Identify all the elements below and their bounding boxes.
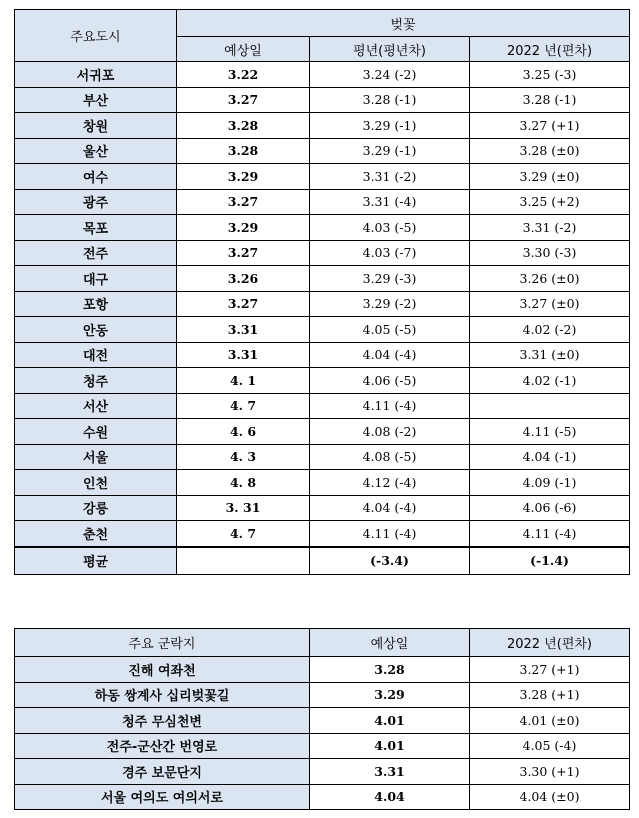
normal-cell: 4.08 (-2) <box>310 419 470 445</box>
pred-cell: 4. 6 <box>177 419 310 445</box>
y2022-cell: 4.09 (-1) <box>470 470 630 496</box>
city-cell: 서산 <box>15 393 177 419</box>
table-row <box>15 419 630 445</box>
city-cell: 청주 <box>15 368 177 394</box>
pred-cell: 4. 7 <box>177 521 310 547</box>
table-row <box>15 291 630 317</box>
y2022-cell: 3.28 (+1) <box>470 682 630 708</box>
table-row <box>15 215 630 241</box>
city-cell: 강릉 <box>15 495 177 521</box>
colony-pred-header: 예상일 <box>310 629 470 657</box>
city-cell: 창원 <box>15 113 177 139</box>
average-2022: (-1.4) <box>470 547 630 575</box>
y2022-cell: 4.11 (-5) <box>470 419 630 445</box>
normal-cell: 3.28 (-1) <box>310 87 470 113</box>
normal-cell: 3.24 (-2) <box>310 62 470 88</box>
pred-cell: 4.04 <box>310 784 470 810</box>
table-row <box>15 342 630 368</box>
city-rows <box>15 62 630 547</box>
table-row <box>15 784 630 810</box>
normal-cell: 4.05 (-5) <box>310 317 470 343</box>
city-cell: 인천 <box>15 470 177 496</box>
table-row <box>15 113 630 139</box>
table-row <box>15 189 630 215</box>
table-row <box>15 164 630 190</box>
table-row <box>15 368 630 394</box>
city-cell: 목포 <box>15 215 177 241</box>
normal-cell: 4.04 (-4) <box>310 495 470 521</box>
normal-cell: 3.29 (-1) <box>310 138 470 164</box>
normal-cell: 3.29 (-2) <box>310 291 470 317</box>
average-label: 평균 <box>15 547 177 575</box>
pred-cell: 3.27 <box>177 291 310 317</box>
normal-cell: 4.11 (-4) <box>310 393 470 419</box>
city-forecast-table <box>14 9 630 575</box>
y2022-cell: 4.02 (-2) <box>470 317 630 343</box>
table-row <box>15 393 630 419</box>
y2022-cell: 3.31 (±0) <box>470 342 630 368</box>
place-cell: 진해 여좌천 <box>15 657 310 683</box>
city-header: 주요도시 <box>15 10 177 62</box>
city-cell: 대전 <box>15 342 177 368</box>
city-cell: 부산 <box>15 87 177 113</box>
normal-cell: 4.08 (-5) <box>310 444 470 470</box>
pred-cell: 4. 7 <box>177 393 310 419</box>
table-row <box>15 759 630 785</box>
table-row <box>15 495 630 521</box>
city-cell: 전주 <box>15 240 177 266</box>
pred-cell: 3.29 <box>310 682 470 708</box>
city-cell: 광주 <box>15 189 177 215</box>
pred-cell: 4.01 <box>310 733 470 759</box>
pred-cell: 4.01 <box>310 708 470 734</box>
table-row <box>15 470 630 496</box>
y2022-cell: 3.28 (±0) <box>470 138 630 164</box>
y2022-cell <box>470 393 630 419</box>
table-row <box>15 733 630 759</box>
table-row <box>15 240 630 266</box>
normal-cell: 4.11 (-4) <box>310 521 470 547</box>
average-row <box>15 547 630 575</box>
y2022-cell: 4.11 (-4) <box>470 521 630 547</box>
pred-cell: 3.29 <box>177 215 310 241</box>
pred-cell: 3.22 <box>177 62 310 88</box>
pred-header: 예상일 <box>177 37 310 62</box>
table-row <box>15 657 630 683</box>
colony-2022-header: 2022 년(편차) <box>470 629 630 657</box>
pred-cell: 3.27 <box>177 189 310 215</box>
normal-cell: 3.29 (-1) <box>310 113 470 139</box>
table-row <box>15 682 630 708</box>
pred-cell: 4. 1 <box>177 368 310 394</box>
normal-cell: 4.06 (-5) <box>310 368 470 394</box>
pred-cell: 3.28 <box>310 657 470 683</box>
normal-cell: 4.12 (-4) <box>310 470 470 496</box>
colony-rows <box>15 657 630 810</box>
pred-cell: 4. 8 <box>177 470 310 496</box>
city-cell: 춘천 <box>15 521 177 547</box>
pred-cell: 3.31 <box>177 317 310 343</box>
y2022-cell: 3.30 (-3) <box>470 240 630 266</box>
normal-cell: 4.04 (-4) <box>310 342 470 368</box>
place-header: 주요 군락지 <box>15 629 310 657</box>
city-cell: 포항 <box>15 291 177 317</box>
city-cell: 수원 <box>15 419 177 445</box>
place-cell: 전주-군산간 번영로 <box>15 733 310 759</box>
city-cell: 서귀포 <box>15 62 177 88</box>
y2022-cell: 3.29 (±0) <box>470 164 630 190</box>
normal-cell: 3.31 (-4) <box>310 189 470 215</box>
normal-header: 평년(평년차) <box>310 37 470 62</box>
city-cell: 대구 <box>15 266 177 292</box>
y2022-header: 2022 년(편차) <box>470 37 630 62</box>
y2022-cell: 4.05 (-4) <box>470 733 630 759</box>
header-row-1 <box>15 10 630 37</box>
pred-cell: 3.29 <box>177 164 310 190</box>
normal-cell: 3.31 (-2) <box>310 164 470 190</box>
table-row <box>15 708 630 734</box>
y2022-cell: 3.30 (+1) <box>470 759 630 785</box>
place-cell: 하동 쌍계사 십리벚꽃길 <box>15 682 310 708</box>
y2022-cell: 4.02 (-1) <box>470 368 630 394</box>
pred-cell: 3.27 <box>177 240 310 266</box>
y2022-cell: 3.27 (±0) <box>470 291 630 317</box>
cherry-blossom-header: 벚꽃 <box>177 10 630 37</box>
city-cell: 여수 <box>15 164 177 190</box>
table-row <box>15 317 630 343</box>
pred-cell: 3.27 <box>177 87 310 113</box>
y2022-cell: 3.28 (-1) <box>470 87 630 113</box>
pred-cell: 3. 31 <box>177 495 310 521</box>
colony-header-row <box>15 629 630 657</box>
y2022-cell: 3.25 (-3) <box>470 62 630 88</box>
table-row <box>15 521 630 547</box>
y2022-cell: 4.06 (-6) <box>470 495 630 521</box>
y2022-cell: 4.01 (±0) <box>470 708 630 734</box>
place-cell: 청주 무심천변 <box>15 708 310 734</box>
y2022-cell: 3.31 (-2) <box>470 215 630 241</box>
table-row <box>15 87 630 113</box>
colony-forecast-table <box>14 628 630 810</box>
y2022-cell: 4.04 (-1) <box>470 444 630 470</box>
pred-cell: 4. 3 <box>177 444 310 470</box>
place-cell: 서울 여의도 여의서로 <box>15 784 310 810</box>
pred-cell: 3.28 <box>177 113 310 139</box>
city-cell: 안동 <box>15 317 177 343</box>
table-row <box>15 138 630 164</box>
normal-cell: 4.03 (-7) <box>310 240 470 266</box>
normal-cell: 4.03 (-5) <box>310 215 470 241</box>
y2022-cell: 3.25 (+2) <box>470 189 630 215</box>
table-row <box>15 266 630 292</box>
pred-cell: 3.31 <box>310 759 470 785</box>
city-cell: 서울 <box>15 444 177 470</box>
y2022-cell: 3.27 (+1) <box>470 113 630 139</box>
place-cell: 경주 보문단지 <box>15 759 310 785</box>
average-pred <box>177 547 310 575</box>
pred-cell: 3.26 <box>177 266 310 292</box>
y2022-cell: 3.26 (±0) <box>470 266 630 292</box>
pred-cell: 3.28 <box>177 138 310 164</box>
average-normal: (-3.4) <box>310 547 470 575</box>
normal-cell: 3.29 (-3) <box>310 266 470 292</box>
y2022-cell: 3.27 (+1) <box>470 657 630 683</box>
pred-cell: 3.31 <box>177 342 310 368</box>
table-row <box>15 62 630 88</box>
y2022-cell: 4.04 (±0) <box>470 784 630 810</box>
city-cell: 울산 <box>15 138 177 164</box>
table-row <box>15 444 630 470</box>
